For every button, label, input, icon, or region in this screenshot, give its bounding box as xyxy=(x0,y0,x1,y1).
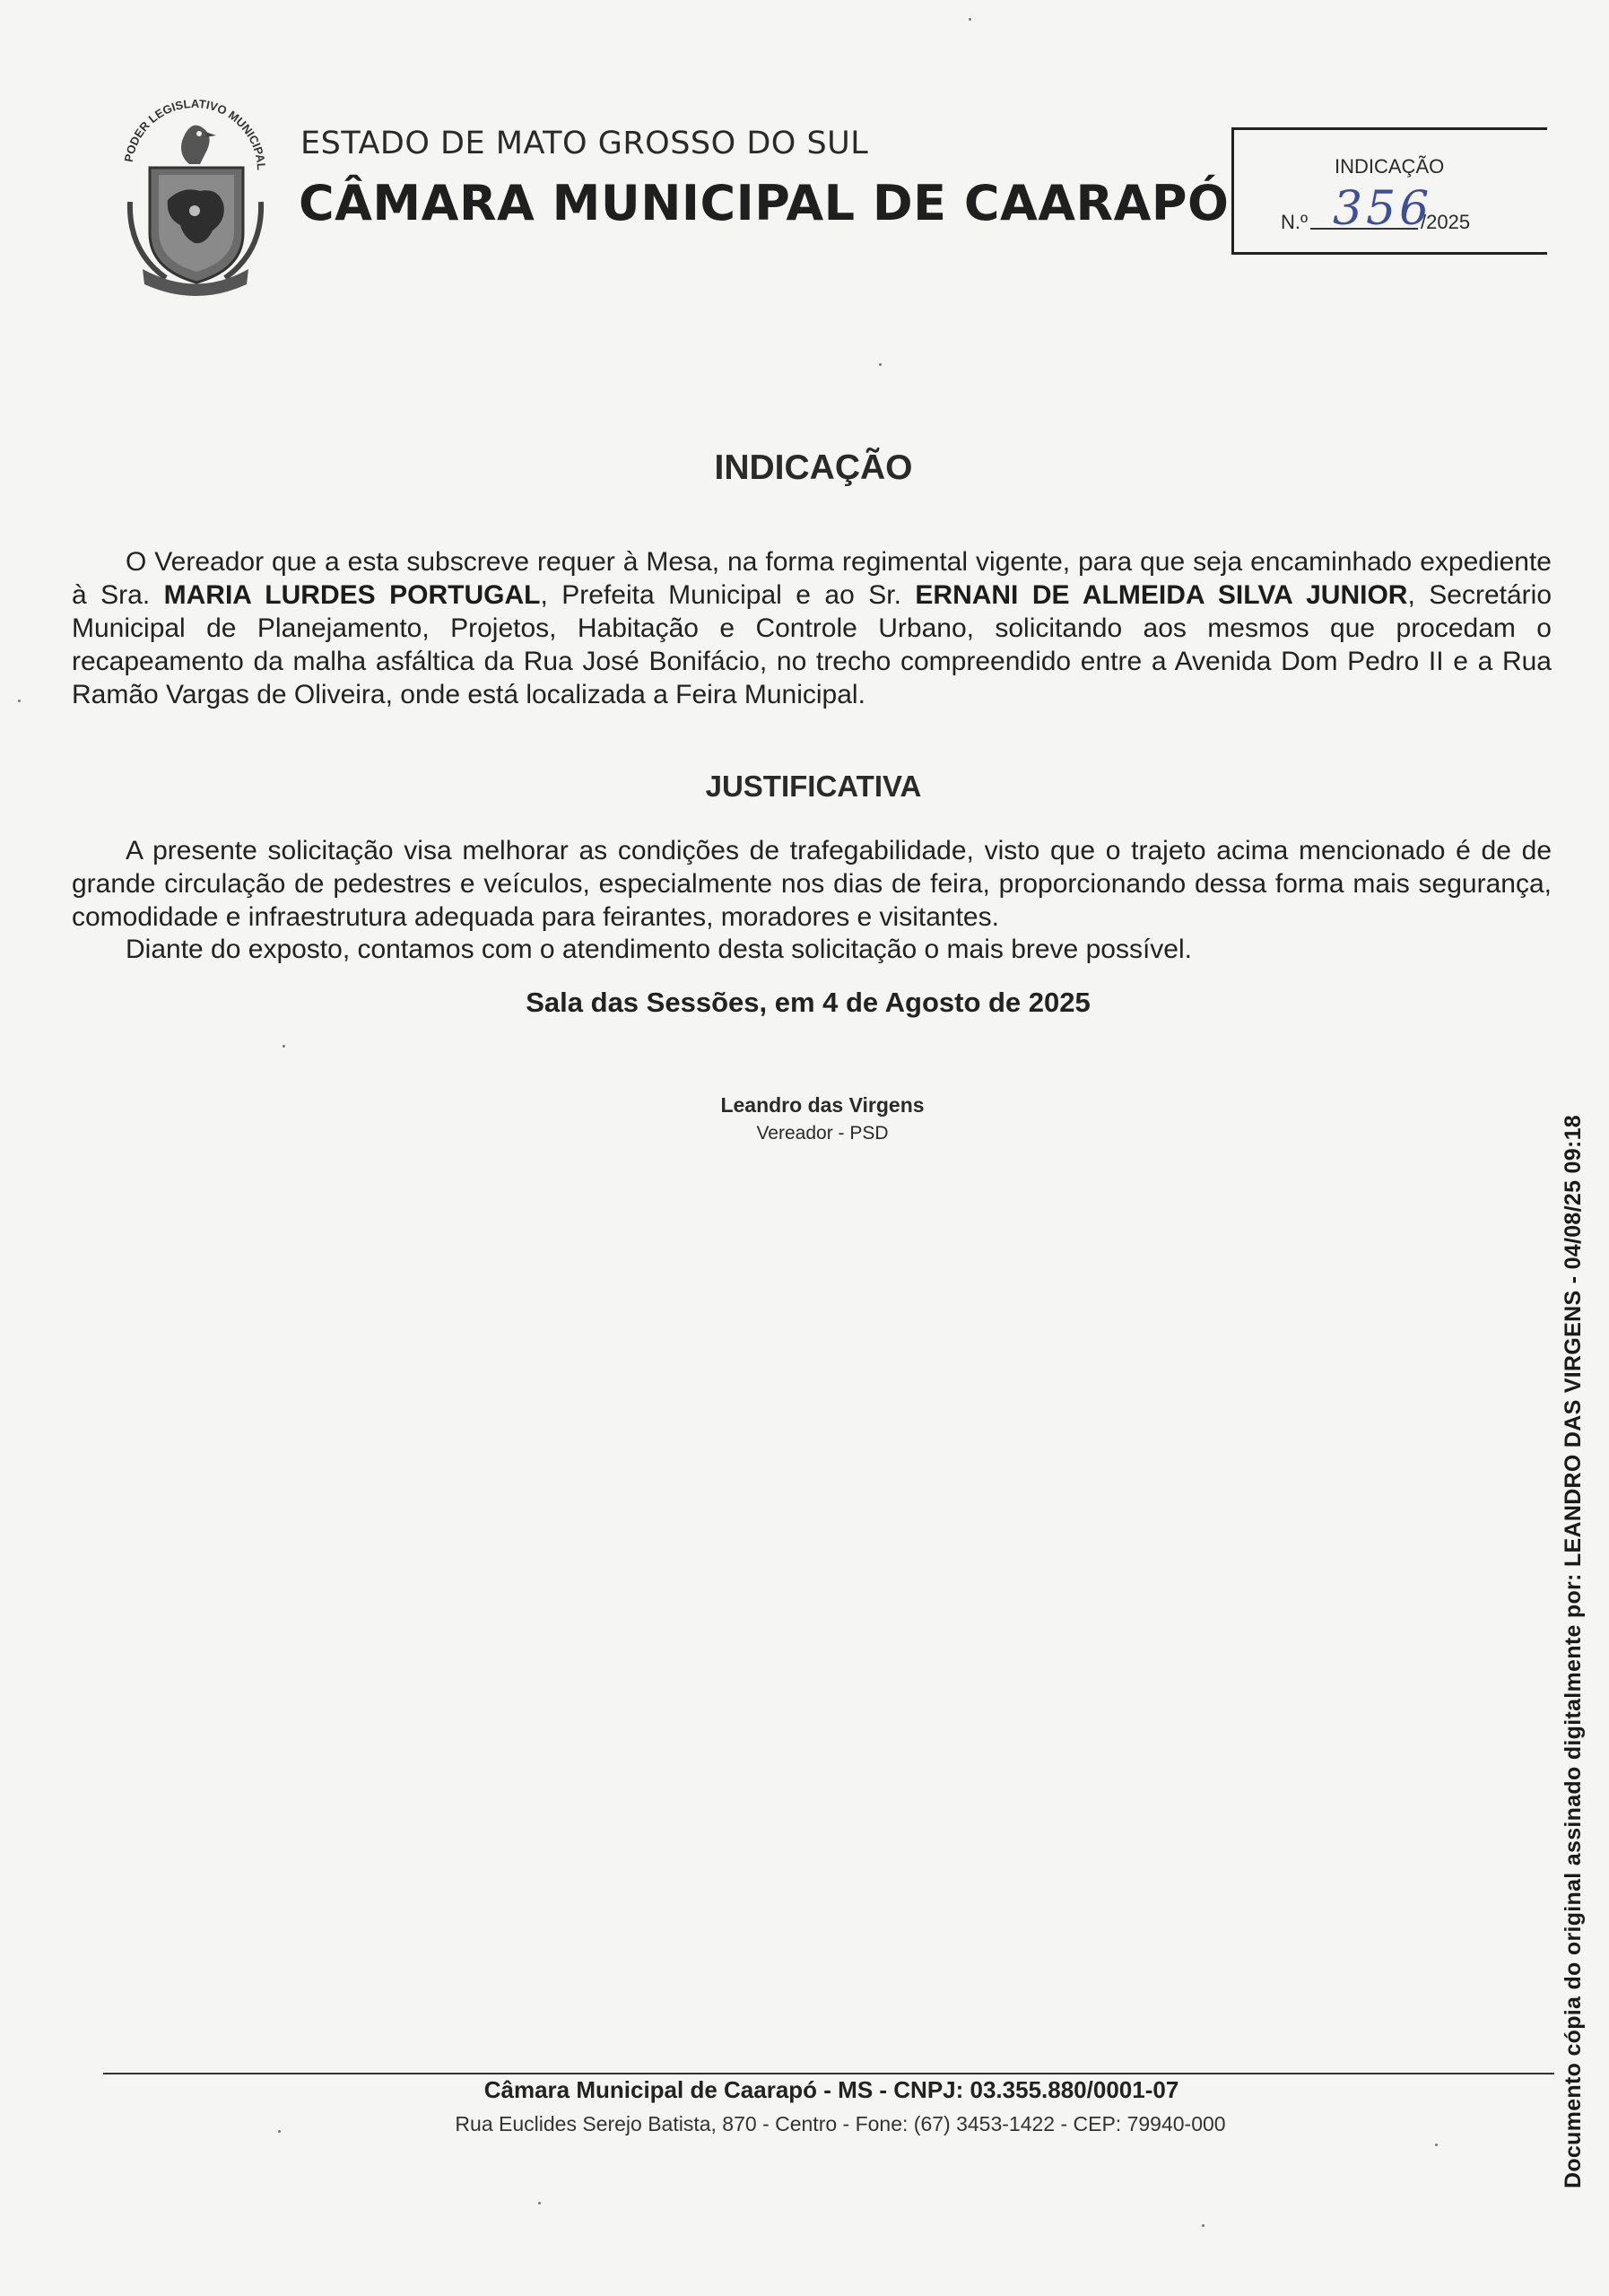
mayor-name: MARIA LURDES PORTUGAL xyxy=(163,580,541,610)
document-title: INDICAÇÃO xyxy=(714,448,913,487)
chamber-name: CÂMARA MUNICIPAL DE CAARAPÓ xyxy=(299,175,1230,231)
scan-speck xyxy=(879,363,882,366)
signer-name: Leandro das Virgens xyxy=(720,1093,925,1117)
signer-role: Vereador - PSD xyxy=(756,1123,889,1144)
number-box-title: INDICAÇÃO xyxy=(1335,155,1445,178)
closing-text: Diante do exposto, contamos com o atendimento desta solicitação o mais breve possível. xyxy=(126,935,1192,964)
justification-text: A presente solicitação visa melhorar as condições de trafegabilidade, visto que o trajeto acima mencionado é de de grande circulação de pedestres e veículos, especialmente nos dias de feira, proporcionando dessa forma mais segurança, comodidade e infraestrutura adequada para feirantes, moradores e visitantes. xyxy=(72,836,1552,932)
scan-speck xyxy=(1202,2224,1205,2227)
number-prefix: N.º xyxy=(1281,211,1309,233)
indication-number-box xyxy=(1231,127,1547,255)
justification-title: JUSTIFICATIVA xyxy=(705,770,922,803)
footer-address: Rua Euclides Serejo Batista, 870 - Centro - Fone: (67) 3453-1422 - CEP: 79940-000 xyxy=(455,2112,1226,2135)
footer-divider xyxy=(103,2073,1554,2074)
scan-speck xyxy=(18,700,21,702)
municipal-seal-icon xyxy=(112,85,278,296)
scan-speck xyxy=(278,2130,281,2133)
secretary-name: ERNANI DE ALMEIDA SILVA JUNIOR xyxy=(915,580,1408,610)
digital-signature-stamp: Documento cópia do original assinado digitalmente por: LEANDRO DAS VIRGENS - 04/08/25 09:18 xyxy=(1561,1115,1586,2188)
request-text-part-3: , Secretário Municipal de Planejamento, Projetos, Habitação e Controle Urbano, solicitando aos mesmos que procedam o recapeamento da malha asfáltica da Rua José Bonifácio, no trecho compreendido entre a Avenida Dom Pedro II e a Rua Ramão Vargas de Oliveira, onde está localizada a Feira Municipal. xyxy=(72,580,1552,709)
number-year: /2025 xyxy=(1421,211,1471,233)
scan-speck xyxy=(283,1045,285,1048)
session-date: Sala das Sessões, em 4 de Agosto de 2025 xyxy=(526,987,1091,1018)
request-text-part-1: O Vereador que a esta subscreve requer à Mesa, na forma regimental vigente, para que seja encaminhado expediente à Sra. xyxy=(72,547,1552,610)
footer-organization: Câmara Municipal de Caarapó - MS - CNPJ: 03.355.880/0001-07 xyxy=(483,2076,1179,2103)
closing-paragraph xyxy=(72,933,1552,966)
justification-paragraph xyxy=(72,834,1552,934)
request-paragraph xyxy=(72,545,1552,711)
request-text-part-2: , Prefeita Municipal e ao Sr. xyxy=(540,580,916,610)
svg-text:PODER LEGISLATIVO MUNICIPAL: PODER LEGISLATIVO MUNICIPAL xyxy=(121,96,269,171)
scan-speck xyxy=(1435,2144,1438,2146)
number-underline xyxy=(1310,228,1418,230)
scan-speck xyxy=(538,2202,541,2205)
state-name: ESTADO DE MATO GROSSO DO SUL xyxy=(300,126,869,161)
handwritten-number: 356 xyxy=(1333,182,1433,236)
scan-speck xyxy=(969,18,971,21)
